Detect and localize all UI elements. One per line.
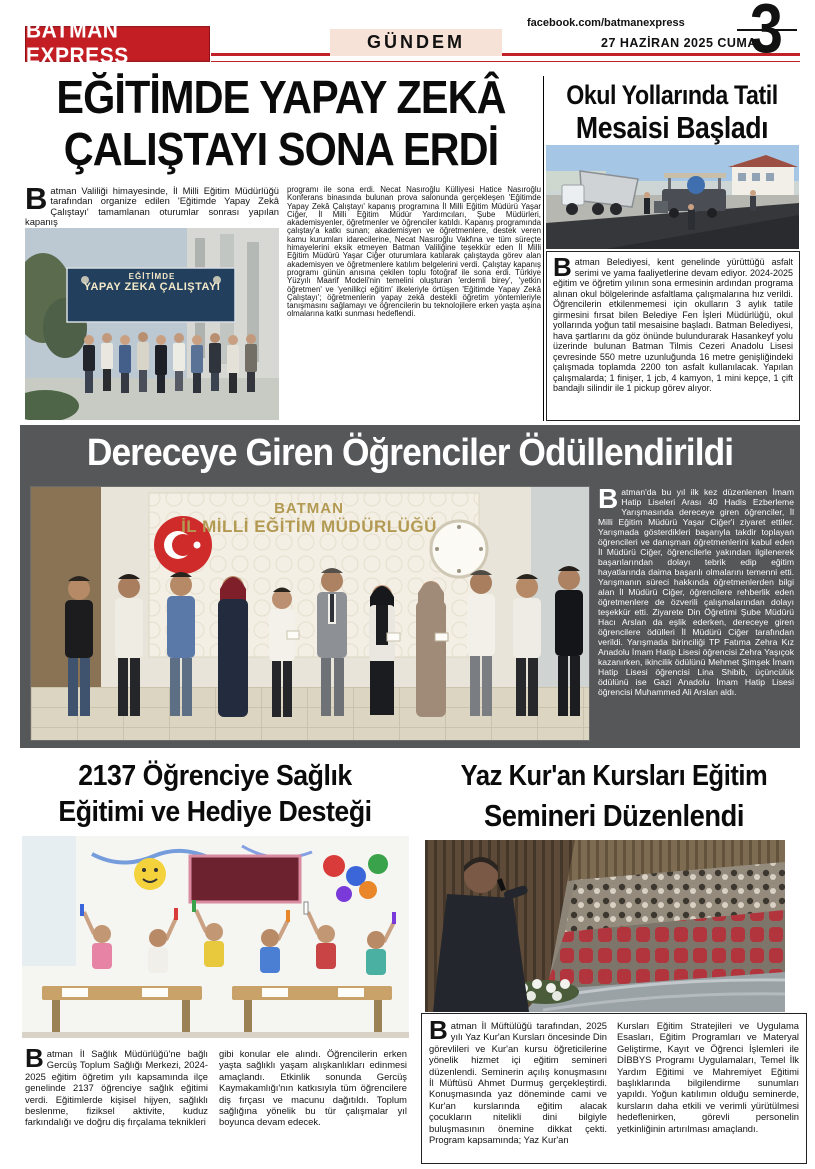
ai-workshop-body: programı ile sona erdi. Necat Nasıroğlu Külliyesi Hatice Nasıroğlu Konferans binasında bulunan prova salonunda gerçekleşen 'Eğitimde Yapay Zekâ Çalıştayı' kapanış programına İl Milli Eğitim Müdürü Yaşar Ciğer, İl Milli Eğitim Müdür Yardımcıları, Şube Müdürleri, akademisyenler, öğretmenler ve öğrenciler katıldı. Kapanış programında çalıştay'a katkı sunan; akademisyen ve öğretmenlere, destek veren kamu kurumları idarecilerine, Necat Nasıroğlu Vakfına ve tüm süreçte himayelerini eksik etmeyen Batman Valiliğine teşekkür eden İl Milli Eğitim Müdürü Yaşar Ciğer oturumlara katılarak çalıştayda görev alan akademisyen ve öğretmenlere katılım belgelerini verdi. Çalıştay kapanış programı günün anısına çekilen toplu fotoğraf ile sona erdi. Türkiye Yüzyılı Maarif Modeli'nin temelini oluşturan 'erdemli birey', 'yetkin öğretmen' ve 'yenilikçi eğitim' ilkeleriyle örtüşen 'Eğitimde Yapay Zekâ Çalıştayı'; öğretmenlerin yapay zekâ destekli öğretim yöntemleriyle tanışmasını sağlamayı ve öğrencilerin bu teknolojilere erken yaşta aşina olmalarına katkı sunması hedeflendi. <box>287 185 541 319</box>
drop-cap: B <box>25 181 48 216</box>
road-body: Batman Belediyesi, kent genelinde yürüttüğü asfalt serimi ve yama faaliyetlerine devam ediyor. 2024-2025 eğitim ve öğretim yılının sona ermesinin ardından programa alınan okul bölgelerinde asfaltlama çalışmalarına hız verildi. Öğrencilerin etkilenmemesi için okulların 3 aylık tatile girmesini fırsat bilen Belediye Fen İşleri Müdürlüğü, okul yollarında yoğun tatil mesaisine başladı. Batman Belediyesi, hava şartlarını da göz önünde bulundurarak Hasankeyf yolu üzerinde bulunan Batman Tilmis Cezeri Anadolu Lisesi çevresinde 550 metre uzunluğunda 16 metre genişliğindeki çalışmada toplamda 2200 ton asfalt kullanılacak. Yapılan çalışmalarda; 1 finişer, 1 jcb, 4 kamyon, 1 mini kepçe, 1 çift bandajlı silindir ile 1 pickup görev alıyor. <box>546 251 800 421</box>
section-label: GÜNDEM <box>330 29 502 56</box>
red-rule <box>211 53 800 62</box>
road-headline-line2: Mesaisi Başladı <box>575 110 769 145</box>
awards-body: Batman'da bu yıl ilk kez düzenlenen İmam Hatip Liseleri Arası 40 Hadis Ezberleme Yarışmasında dereceye giren öğrenciler, İl Milli Eğitim Müdürü Yaşar Ciğer'i ziyaret ettiler. Yarışmada gösterdikleri başarıyla takdir toplayan öğrencileri ve danışman öğretmenlerini kabul eden İl Müdürü Ciğer, öğrencilerle yakından ilgilenerek başarılarından dolayı tebrik edip eğitim hayatlarında daima başarılı olmalarını temenni etti. Yarışmanın süreci hakkında öğretmenlerden bilgi alan İl Müdürü Ciğer, öğrencilere rehberlik eden öğretmenlere de özverili çalışmalarından dolayı teşekkür etti. Ziyarete Din Öğretimi Şube Müdürü Hacı Arslan da eşlik ederken, dereceye giren öğrencilere ödülleri İl Müdürü Ciğer tarafından verildi. Yarışmada birinciliği TP Fatıma Zehra Kız Anadolu İmam Hatip Lisesi öğrencisi Zehra Yaşıçok kazanırken, ikincilik ödülünü Mehmet Şimşek İmam Hatip Lisesi öğrencisi Lina Shibib, üçüncülük ödülünü ise Gazi Anadolu İmam Hatip Lisesi öğrencisi Muhammed Ali Arslan aldı. <box>598 483 794 697</box>
facebook-url: facebook.com/batmanexpress <box>527 17 685 29</box>
health-body-col1: Batman İl Sağlık Müdürlüğü'ne bağlı Gercüş Toplum Sağlığı Merkezi, 2024-2025 eğitim öğretim yılı kapsamında ilçe genelinde 2137 öğrenciye sağlık eğitimi verdi. Eğitimlerde kişisel hijyen, sağlıklı beslenme, fiziksel aktivite, kuduz farkındalığı ve doğru diş fırçalama teknikleri <box>25 1043 208 1128</box>
issue-date: 27 HAZİRAN 2025 CUMA <box>601 36 757 50</box>
seminar-hall-photo <box>425 840 785 1012</box>
workshop-photo-graphic <box>25 228 279 420</box>
classroom-photo <box>22 836 409 1038</box>
workshop-banner-text: EĞİTİMDE YAPAY ZEKA ÇALIŞTAYI <box>83 272 221 293</box>
quran-headline-line2: Semineri Düzenlendi <box>484 798 744 833</box>
health-headline-line2: Eğitimi ve Hediye Desteği <box>58 796 372 828</box>
drop-cap: B <box>553 252 572 282</box>
awards-headline: Dereceye Giren Öğrenciler Ödüllendirildi <box>86 432 734 474</box>
quran-body-col1: Batman İl Müftülüğü tarafından, 2025 yılı Yaz Kur'an Kursları öncesinde Din görevlileri ve Kur'an kursu öğreticilerine yönelik hizmet içi eğitim semineri düzenlendi. Seminerin açılış konuşmasını İl Müftüsü Ahmet Durmuş gerçekleştirdi. Konuşmasında yaz döneminde cami ve Kur'an kurslarında eğitim alacak çocukların nitelikli dini bilgiyle buluşmasının önemine dikkat çekti. Program kapsamında; Yaz Kur'an <box>429 1015 607 1146</box>
quran-headline-line1: Yaz Kur'an Kursları Eğitim <box>460 760 768 792</box>
quran-body-col2: Kursları Eğitim Stratejileri ve Uygulama Esasları, Eğitim Programları ve Materyal Geliştirme, Kayıt ve Öğrenci İşlemleri ile DİBBYS Programı Uygulamaları, Temel İlk Yardım Eğitimi ve Mahremiyet Eğitimi başlıklarında bilgilendirme sunumları yapıldı. Yoğun katılımın olduğu seminerde, kursların daha etkili ve verimli yürütülmesi hedeflenirken, görevli personelin yetkinliğinin artırılması amaçlandı. <box>617 1020 799 1134</box>
page-number: 3 <box>749 0 784 67</box>
asphalt-photo-graphic <box>546 145 799 249</box>
drop-cap: B <box>429 1015 448 1045</box>
drop-cap: B <box>598 483 619 514</box>
masthead-logo: BATMAN EXPRESS <box>25 26 210 62</box>
road-headline-line1: Okul Yollarında Tatil <box>566 80 778 110</box>
column-divider <box>543 76 544 421</box>
ai-workshop-headline-line1: EĞİTİMDE YAPAY ZEKÂ <box>56 71 506 123</box>
health-body-col2: gibi konular ele alındı. Öğrencilerin erken yaşta sağlıklı yaşam alışkanlıkları edinmesi amaçlandı. Etkinlik sonunda Gercüş Kaymakamlığı'nın katkısıyla tüm öğrencilere diş fırçası ve macunu dağıtıldı. Toplum sağlığına yönelik bu tür çalışmalar yıl boyunca devam edecek. <box>219 1048 407 1128</box>
drop-cap: B <box>25 1043 44 1073</box>
ministry-wall-text: BATMAN İL MİLLİ EĞİTİM MÜDÜRLÜĞÜ <box>181 500 437 536</box>
ai-workshop-headline-line2: ÇALIŞTAYI SONA ERDİ <box>63 123 499 175</box>
classroom-photo-graphic <box>22 836 409 1038</box>
seminar-photo-graphic <box>425 840 785 1012</box>
ai-workshop-intro: Batman Valiliği himayesinde, İl Milli Eğitim Müdürlüğü tarafından organize edilen 'Eğitimde Yapay Zekâ Çalıştayı' tamamlanan oturumlar sonrası yapılan kapanış <box>25 181 279 228</box>
asphalt-works-photo <box>546 145 799 249</box>
health-headline-line1: 2137 Öğrenciye Sağlık <box>78 760 352 792</box>
workshop-group-photo <box>25 228 279 420</box>
